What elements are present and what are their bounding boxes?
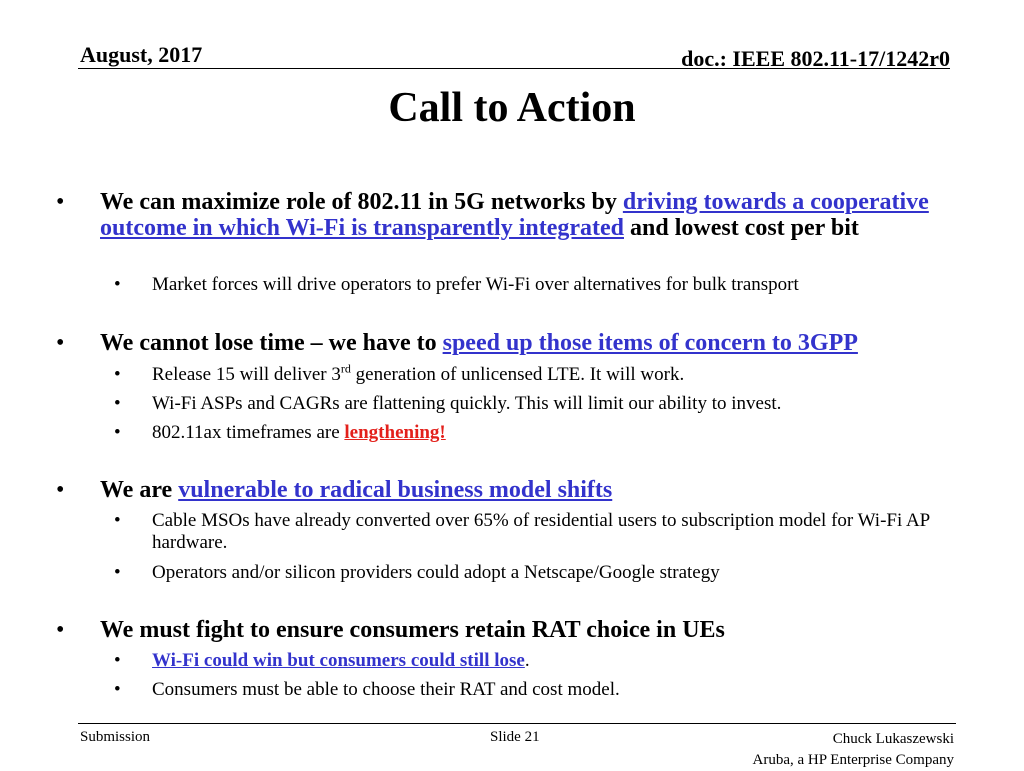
sub-text: Operators and/or silicon providers could adopt a Netscape/Google strategy	[152, 562, 720, 583]
header-rule	[78, 68, 950, 69]
bullet-4-text: We must fight to ensure consumers retain RAT choice in UEs	[100, 617, 725, 643]
bullet-4-sub-link[interactable]: Wi-Fi could win but consumers could still lose	[152, 650, 525, 671]
lengthening-link[interactable]: lengthening!	[344, 422, 446, 443]
sub-text: Consumers must be able to choose their RAT and cost model.	[152, 679, 620, 700]
slide-title: Call to Action	[388, 85, 636, 131]
bullet-marker: •	[114, 510, 121, 531]
superscript: rd	[340, 361, 351, 376]
bullet-marker: •	[114, 274, 121, 295]
sub-text: 802.11ax timeframes are	[152, 422, 345, 443]
bullet-1-text: We can maximize role of 802.11 in 5G networks by	[100, 189, 623, 215]
footer-author-block	[753, 729, 954, 771]
header-date: August, 2017	[80, 42, 203, 67]
bullet-2-sub-2	[114, 393, 972, 415]
bullet-marker: •	[56, 330, 65, 356]
bullet-1-text-end: and lowest cost per bit	[624, 215, 859, 241]
bullet-marker: •	[114, 393, 121, 414]
sub-text: Cable MSOs have already converted over 65% of residential users to subscription model for Wi-Fi AP hardware.	[152, 510, 930, 553]
bullet-4-sub-2	[114, 679, 972, 701]
bullet-2-text: We cannot lose time – we have to	[100, 330, 443, 356]
bullet-1-sub-1	[114, 274, 972, 296]
footer-rule	[78, 723, 956, 724]
bullet-3	[56, 477, 970, 503]
footer-slide-number: Slide 21	[490, 729, 540, 745]
bullet-marker: •	[56, 189, 65, 215]
bullet-3-sub-2	[114, 562, 972, 584]
bullet-3-sub-1	[114, 510, 972, 554]
bullet-4-sub-1	[114, 650, 972, 672]
sub-text: Release 15 will deliver 3	[152, 364, 341, 385]
bullet-marker: •	[114, 562, 121, 583]
footer-author: Chuck Lukaszewski	[832, 731, 954, 747]
sub-text: Wi-Fi ASPs and CAGRs are flattening quickly. This will limit our ability to invest.	[152, 393, 782, 414]
bullet-marker: •	[56, 477, 65, 503]
bullet-marker: •	[56, 617, 65, 643]
bullet-2	[56, 330, 970, 356]
sub-text-end: generation of unlicensed LTE. It will work.	[350, 364, 685, 385]
bullet-1-link[interactable]: driving towards a cooperative outcome in which Wi-Fi is transparently integrated	[100, 189, 929, 241]
bullet-2-link[interactable]: speed up those items of concern to 3GPP	[442, 330, 858, 356]
bullet-1	[56, 189, 970, 241]
bullet-3-link[interactable]: vulnerable to radical business model shifts	[178, 477, 613, 503]
footer-company: Aruba, a HP Enterprise Company	[752, 752, 954, 768]
bullet-4	[56, 617, 970, 643]
sub-text: Market forces will drive operators to prefer Wi-Fi over alternatives for bulk transport	[152, 274, 799, 295]
header-doc-id: doc.: IEEE 802.11-17/1242r0	[681, 46, 950, 71]
bullet-marker: •	[114, 364, 121, 385]
sub-text-end: .	[524, 650, 530, 671]
bullet-marker: •	[114, 422, 121, 443]
footer-submission: Submission	[80, 729, 151, 745]
bullet-2-sub-1	[114, 361, 972, 386]
bullet-2-sub-3	[114, 422, 972, 444]
bullet-marker: •	[114, 679, 121, 700]
bullet-3-text: We are	[100, 477, 179, 503]
bullet-marker: •	[114, 650, 121, 671]
